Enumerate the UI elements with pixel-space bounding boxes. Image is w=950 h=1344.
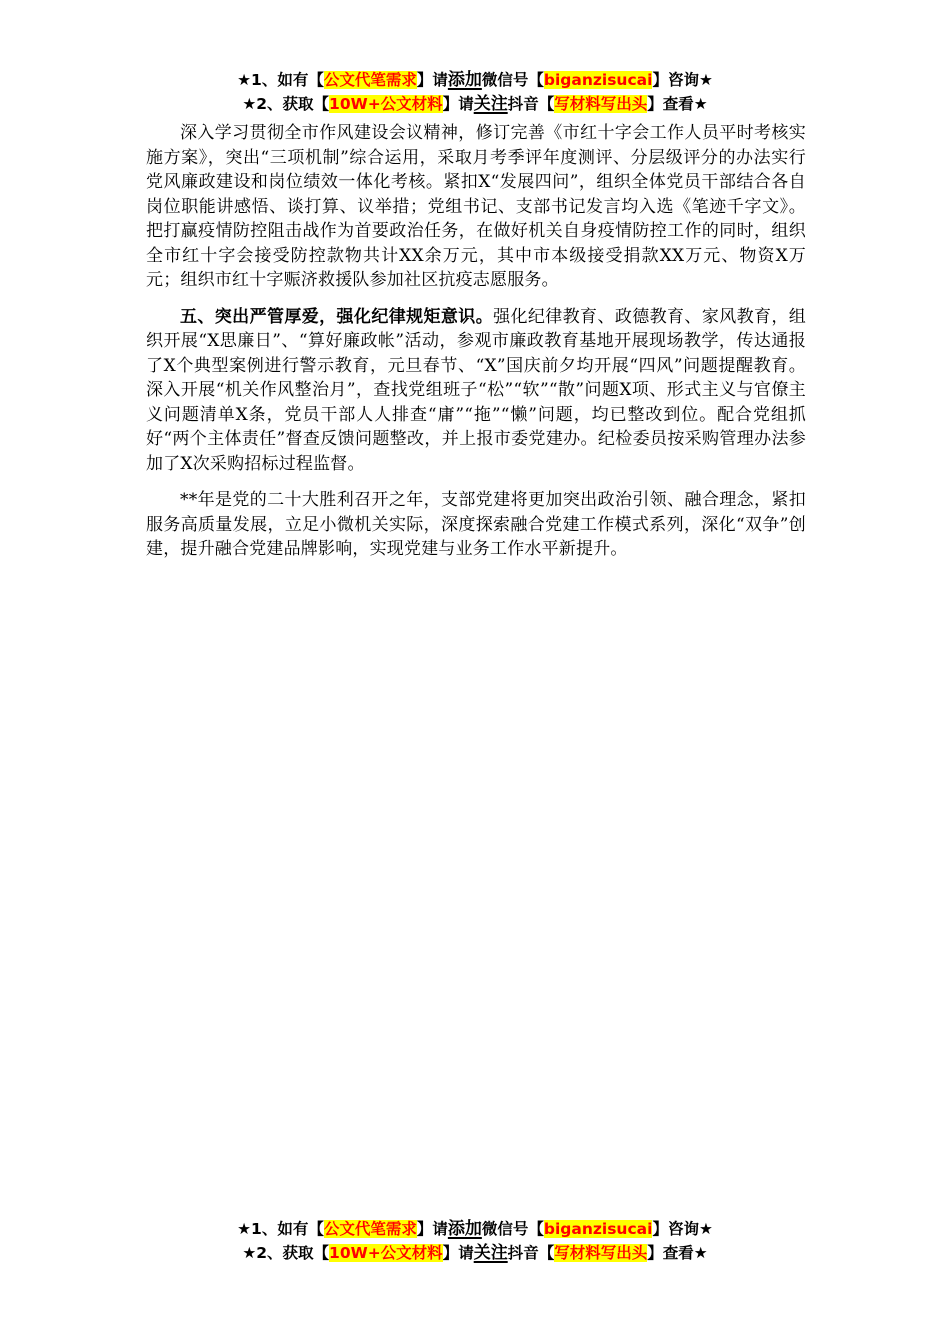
ad-emphasis-add: 添加 — [447, 1219, 482, 1239]
ad-emphasis-add: 添加 — [447, 70, 482, 90]
ad-highlight-douyin-account: 写材料写出头 — [554, 1244, 648, 1262]
ad-highlight-ghostwriting: 公文代笔需求 — [323, 1220, 417, 1238]
ad-line-2-prefix: ★2、获取【 — [242, 1244, 330, 1262]
ad-highlight-douyin-account: 写材料写出头 — [554, 95, 648, 113]
ad-line-2 — [0, 1241, 950, 1265]
ad-line-2-suffix: 】查看★ — [647, 1244, 708, 1262]
paragraph-assessment: 深入学习贯彻全市作风建设会议精神，修订完善《市红十字会工作人员平时考核实施方案》，突出“三项机制”综合运用，采取月考季评年度测评、分层级评分的办法实行党风廉政建设和岗位绩效一体化考核。紧扣X“发展四问”，组织全体党员干部结合各自岗位职能讲感悟、谈打算、议举措；党组书记、支部书记发言均入选《笔迹千字文》。把打赢疫情防控阻击战作为首要政治任务，在做好机关自身疫情防控工作的同时，组织全市红十字会接受防控款物共计XX余万元，其中市本级接受捐款XX万元、物资X万元；组织市红十字赈济救援队参加社区抗疫志愿服务。 — [146, 123, 806, 290]
ad-line-2-mid: 】请 — [442, 1244, 474, 1262]
ad-line-2-mid: 】请 — [442, 95, 474, 113]
ad-line-2-mid2: 抖音【 — [507, 1244, 555, 1262]
ad-line-2-prefix: ★2、获取【 — [242, 95, 330, 113]
ad-line-1-suffix: 】咨询★ — [652, 71, 713, 89]
paragraph-outlook: **年是党的二十大胜利召开之年，支部党建将更加突出政治引领、融合理念，紧扣服务高质量发展，立足小微机关实际，深度探索融合党建工作模式系列，深化“双争”创建，提升融合党建品牌影响，实现党建与业务工作水平新提升。 — [146, 490, 806, 559]
ad-line-1-mid: 】请 — [416, 1220, 448, 1238]
ad-line-1-mid2: 微信号【 — [481, 1220, 544, 1238]
ad-line-2-suffix: 】查看★ — [647, 95, 708, 113]
ad-line-1-mid: 】请 — [416, 71, 448, 89]
ad-highlight-wechat-id: biganzisucai — [543, 1220, 653, 1238]
ad-highlight-ghostwriting: 公文代笔需求 — [323, 71, 417, 89]
ad-line-2-mid2: 抖音【 — [507, 95, 555, 113]
ad-highlight-wechat-id: biganzisucai — [543, 71, 653, 89]
ad-line-1 — [0, 68, 950, 92]
ad-highlight-materials: 10W+公文材料 — [329, 1244, 443, 1262]
ad-line-1-prefix: ★1、如有【 — [237, 1220, 324, 1238]
paragraph-discipline-text: 强化纪律教育、政德教育、家风教育，组织开展“X思廉日”、“算好廉政帐”活动，参观市廉政教育基地开展现场教学，传达通报了X个典型案例进行警示教育，元旦春节、“X”国庆前夕均开展“四风”问题提醒教育。深入开展“机关作风整治月”，查找党组班子“松”“软”“散”问题X项、形式主义与官僚主义问题清单X条，党员干部人人排查“庸”“拖”“懒”问题，均已整改到位。配合党组抓好“两个主体责任”督查反馈问题整改，并上报市委党建办。纪检委员按采购管理办法参加了X次采购招标过程监督。 — [146, 306, 806, 474]
ad-line-1-prefix: ★1、如有【 — [237, 71, 324, 89]
ad-line-2 — [0, 92, 950, 116]
section-heading-five: 五、突出严管厚爱，强化纪律规矩意识。 — [180, 306, 494, 327]
footer-ad-banner — [0, 1217, 950, 1265]
ad-line-1 — [0, 1217, 950, 1241]
ad-emphasis-follow: 关注 — [473, 1243, 508, 1263]
document-body — [146, 121, 806, 574]
header-ad-banner — [0, 68, 950, 116]
ad-highlight-materials: 10W+公文材料 — [329, 95, 443, 113]
paragraph-discipline — [146, 305, 806, 477]
ad-line-1-mid2: 微信号【 — [481, 71, 544, 89]
ad-emphasis-follow: 关注 — [473, 94, 508, 114]
ad-line-1-suffix: 】咨询★ — [652, 1220, 713, 1238]
